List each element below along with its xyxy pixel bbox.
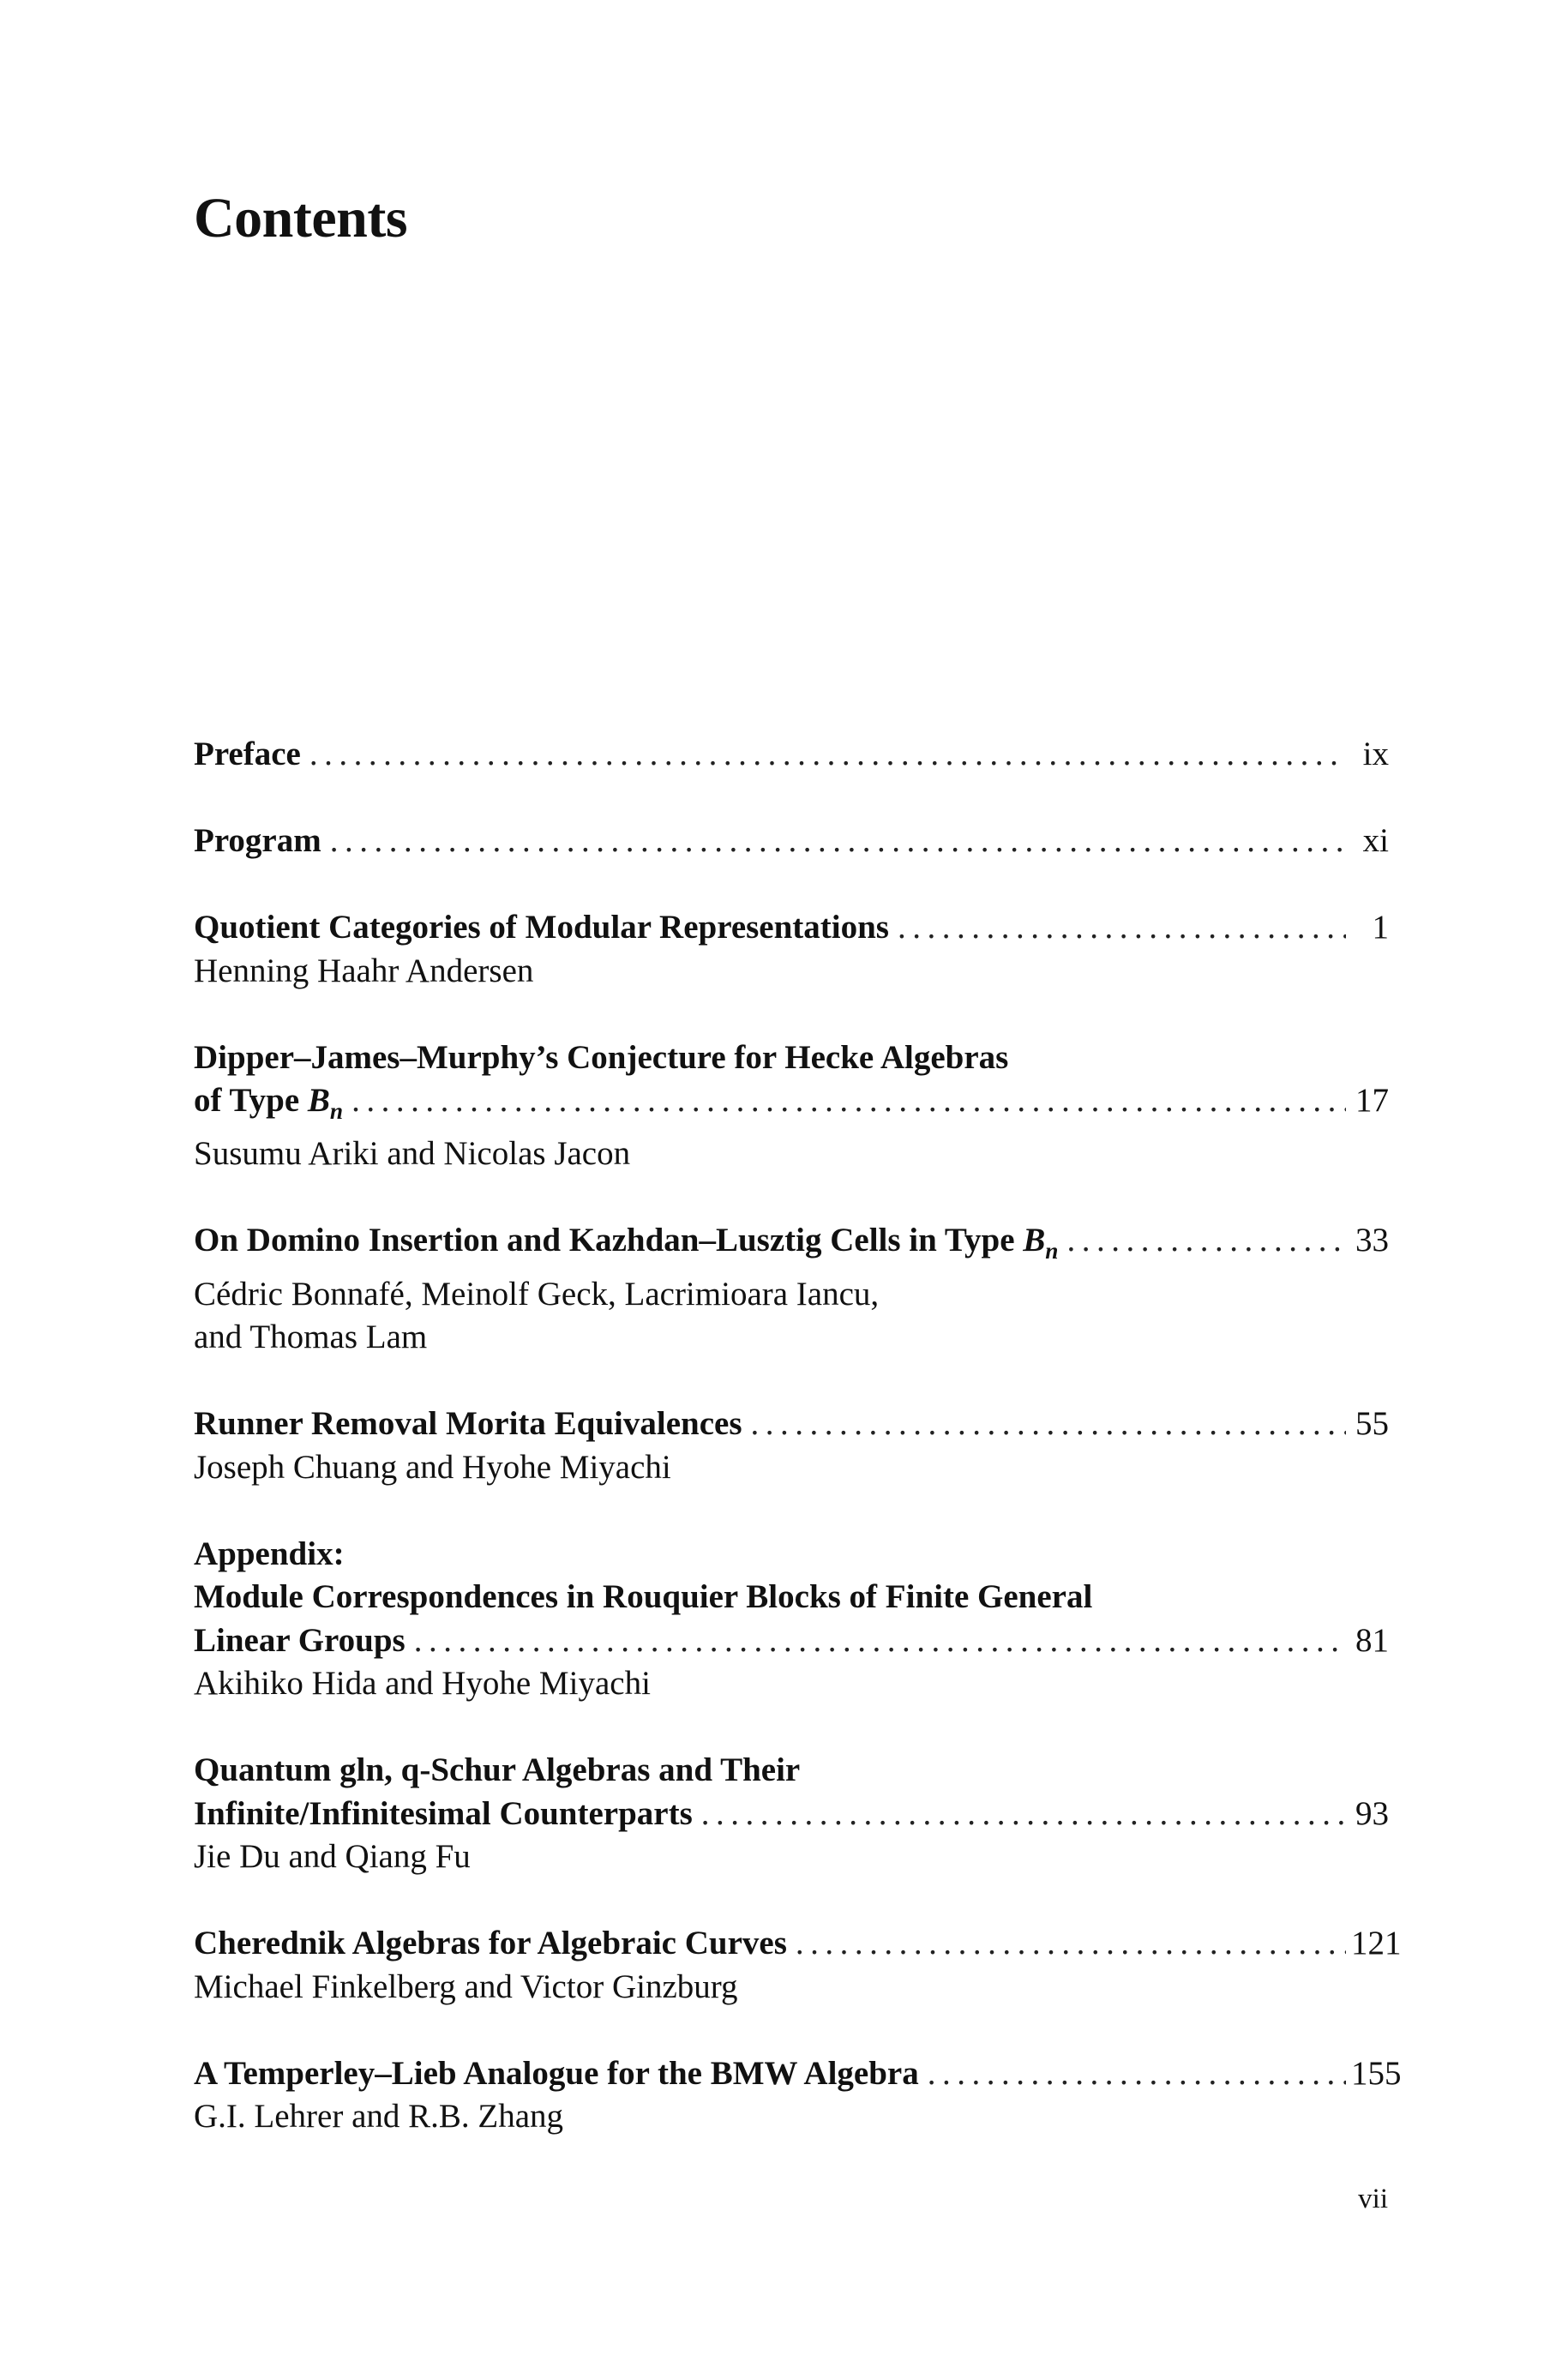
leader-dots: [414, 1619, 1346, 1663]
page-number: 155: [1351, 2054, 1402, 2092]
toc-leader-line: [194, 1793, 1389, 1836]
entry-title-text: On Domino Insertion and Kazhdan–Lusztig Cells in Type: [194, 1222, 1024, 1259]
toc-leader-line: [194, 733, 1389, 777]
toc-entry-preface[interactable]: [194, 733, 1389, 777]
toc-entry-domino-insertion[interactable]: [194, 1219, 1389, 1359]
toc-leader-line: [194, 1403, 1389, 1446]
entry-authors: Joseph Chuang and Hyohe Miyachi: [194, 1448, 671, 1486]
page-number: 121: [1351, 1925, 1402, 1962]
page-title: Contents: [194, 187, 408, 249]
entry-authors: G.I. Lehrer and R.B. Zhang: [194, 2098, 564, 2136]
toc-leader-line: [194, 1922, 1402, 1966]
toc-leader-line: [194, 1619, 1389, 1663]
entry-title: Quotient Categories of Modular Representations: [194, 909, 889, 946]
leader-dots: [751, 1403, 1346, 1446]
page-number: 1: [1372, 909, 1389, 946]
toc-entry-program[interactable]: [194, 820, 1389, 863]
entry-authors: and Thomas Lam: [194, 1319, 428, 1356]
entry-title-text: of Type: [194, 1082, 308, 1119]
entry-authors: Akihiko Hida and Hyohe Miyachi: [194, 1665, 651, 1703]
leader-dots: [928, 2052, 1346, 2096]
entry-title: Linear Groups: [194, 1621, 406, 1659]
entry-title-line: Quantum gln, q-Schur Algebras and Their: [194, 1751, 801, 1789]
page-number: 17: [1355, 1082, 1389, 1119]
leader-dots: [701, 1793, 1346, 1836]
entry-title: A Temperley–Lieb Analogue for the BMW Algebra: [194, 2054, 919, 2092]
entry-title-line: Dipper–James–Murphy’s Conjecture for Hecke Algebras: [194, 1038, 1009, 1076]
leader-dots: [330, 820, 1346, 863]
math-b-n: $B_n$: [307, 1082, 344, 1124]
entry-title: [194, 1079, 343, 1132]
entry-authors: Michael Finkelberg and Victor Ginzburg: [194, 1967, 738, 2005]
table-of-contents: [194, 733, 1402, 2139]
toc-entry-quotient-categories[interactable]: [194, 906, 1389, 993]
entry-title-line: Module Correspondences in Rouquier Blocks of Finite General: [194, 1578, 1093, 1616]
leader-dots: [309, 733, 1346, 777]
toc-entry-runner-removal[interactable]: [194, 1403, 1389, 1489]
math-b-n: $B_n$: [1023, 1222, 1059, 1265]
entry-authors: Henning Haahr Andersen: [194, 952, 534, 989]
entry-title-line: Appendix:: [194, 1535, 345, 1572]
toc-entry-temperley-lieb[interactable]: [194, 2052, 1402, 2139]
page-number: 93: [1355, 1794, 1389, 1832]
leader-dots: [351, 1079, 1346, 1123]
leader-dots: [898, 906, 1346, 950]
toc-leader-line: [194, 2052, 1402, 2096]
page-number: 81: [1355, 1621, 1389, 1659]
page-number: ix: [1362, 736, 1389, 772]
entry-title: Infinite/Infinitesimal Counterparts: [194, 1794, 693, 1832]
entry-title: Cherednik Algebras for Algebraic Curves: [194, 1925, 787, 1962]
toc-entry-dipper-james-murphy[interactable]: [194, 1036, 1389, 1176]
toc-leader-line: [194, 1219, 1389, 1272]
page-number: 33: [1355, 1222, 1389, 1259]
toc-leader-line: [194, 906, 1389, 950]
toc-leader-line: [194, 820, 1389, 863]
entry-authors: Susumu Ariki and Nicolas Jacon: [194, 1135, 631, 1173]
page-number: xi: [1362, 822, 1389, 859]
entry-title: Preface: [194, 736, 301, 772]
leader-dots: [1066, 1219, 1346, 1263]
entry-title: [194, 1219, 1058, 1272]
page-folio: vii: [1358, 2184, 1388, 2214]
entry-title: Program: [194, 822, 321, 859]
page-number: 55: [1355, 1405, 1389, 1443]
toc-leader-line: [194, 1079, 1389, 1132]
leader-dots: [796, 1922, 1346, 1966]
entry-title: Runner Removal Morita Equivalences: [194, 1405, 742, 1443]
entry-authors: Cédric Bonnafé, Meinolf Geck, Lacrimioara Iancu,: [194, 1275, 880, 1313]
toc-entry-quantum-gln[interactable]: [194, 1749, 1389, 1879]
entry-authors: Jie Du and Qiang Fu: [194, 1838, 471, 1876]
toc-entry-cherednik[interactable]: [194, 1922, 1402, 2009]
toc-entry-appendix[interactable]: [194, 1533, 1389, 1706]
